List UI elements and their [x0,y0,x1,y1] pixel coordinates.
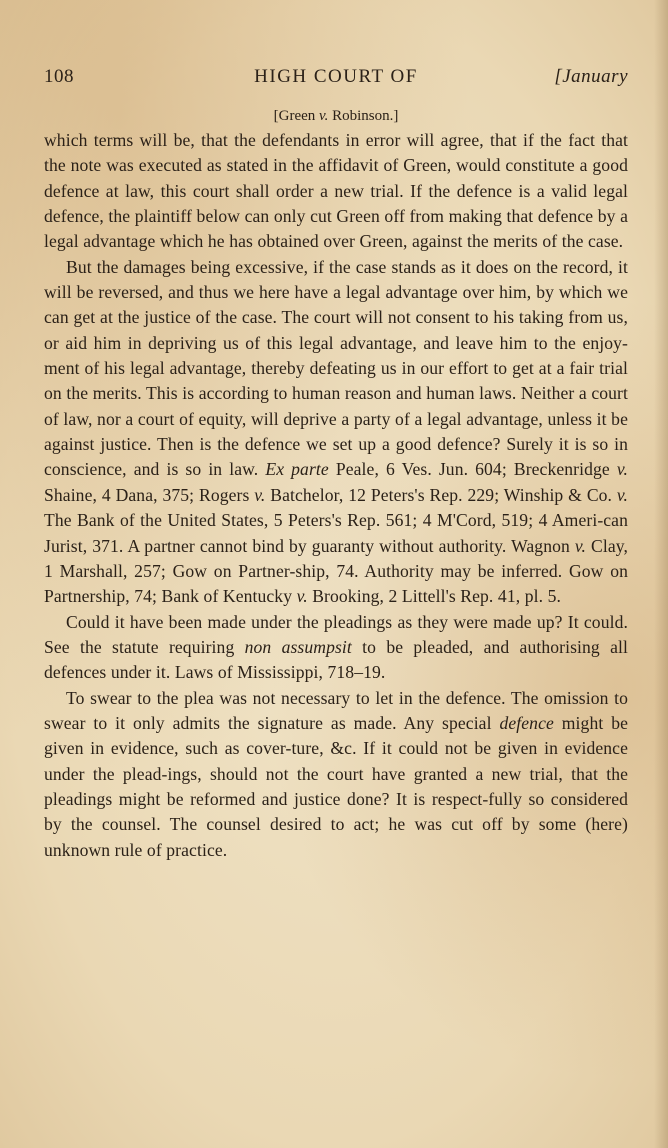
text-run: Brooking, 2 Littell's Rep. 41, pl. 5. [307,586,561,607]
text-run: Could it have been made under the pleadings as they were made up? It could. See the statute requiring [44,611,628,657]
italic-text: v. [616,484,629,505]
italic-text: Ex parte [265,459,329,480]
case-reference-versus: v. [319,108,329,124]
text-run: The Bank of the United States, 5 Peters's Rep. 561; 4 M'Cord, 519; 4 Ameri-can Jurist, 371. A partner cannot bind by guaranty without authority. Wagnon [44,510,628,556]
paragraph [44,610,628,686]
text-run: might be given in evidence, such as cover-ture, &c. If it could not be given in evidence under the plead-ings, should not the court have granted a new trial, that the pleadings might be reformed and justice done? It is respect-fully so considered by the counsel. The counsel desired to act; he was cut off by some (here) unknown rule of practice. [44,712,629,860]
running-head-month: [January [554,66,628,87]
case-reference [44,104,628,128]
text-run: Peale, 6 Ves. Jun. 604; Breckenridge [328,459,617,480]
italic-text: v. [574,535,587,556]
text-run: Shaine, 4 Dana, 375; Rogers [44,484,255,505]
case-reference-close: Robinson.] [328,108,399,124]
text-run: Clay, 1 Marshall, 257; Gow on Partner-ship, 74. Authority may be inferred. Gow on Partnership, 74; Bank of Kentucky [44,535,629,607]
text-run: Batchelor, 12 Peters's Rep. 229; Winship & Co. [265,484,617,505]
text-run: But the damages being excessive, if the case stands as it does on the record, it will be reversed, and thus we here have a legal advantage over him, by which we can get at the justice of the case. The court will not consent to his taking from us, or aid him in depriving us of this legal advantage, and leave him to the enjoy-ment of his legal advantage, thereby defeating us in our effort to get at a fair trial on the merits. This is according to human reason and human laws. Neither a court of law, nor a court of equity, will deprive a party of a legal advantage, unless it be against justice. Then is the defence we set up a good defence? Surely it is so in conscience, and is so in law. [44,256,628,480]
italic-text: v. [254,484,266,505]
running-head-title: HIGH COURT OF [254,66,418,87]
case-reference-open: [Green [273,108,320,124]
paragraph [44,128,628,255]
running-head [44,62,628,94]
italic-text: defence [499,712,554,733]
italic-text: non assumpsit [244,636,352,657]
text-run: to be pleaded, and authorising all defences under it. Laws of Mississippi, 718–19. [44,636,628,683]
text-run: To swear to the plea was not necessary to let in the defence. The omission to swear to it only admits the signature as made. Any special [44,687,628,733]
body-text [44,128,628,863]
page-number: 108 [44,66,74,87]
page-edge-shadow [654,0,668,1148]
text-run: which terms will be, that the defendants in error will agree, that if the fact that the note was executed as stated in the affidavit of Green, would constitute a good defence at law, this court shall order a new trial. If the defence is a valid legal defence, the plaintiff below can only cut Green off from making that defence by a legal advantage which he has obtained over Green, against the merits of the case. [44,130,628,252]
italic-text: v. [616,459,628,480]
paragraph [44,686,628,863]
italic-text: v. [296,586,308,607]
paragraph [44,255,628,610]
